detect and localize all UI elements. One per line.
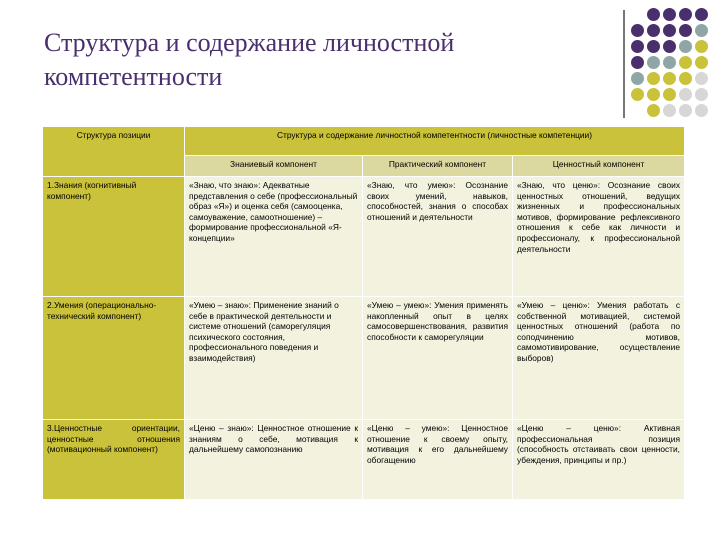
decorative-dot [695, 104, 708, 117]
subheader-practical: Практический компонент [363, 156, 513, 177]
table-cell: «Ценю – умею»: Ценностное отношение к своему опыту, мотивация к его дальнейшему обогащению [363, 420, 513, 500]
decorative-dot [679, 40, 692, 53]
decorative-dot [695, 88, 708, 101]
decorative-dot [631, 40, 644, 53]
decorative-dot [663, 24, 676, 37]
competence-table [42, 126, 685, 500]
table-cell: «Ценю – ценю»: Активная профессиональная позиция (способность отстаивать свои ценности, убеждения, принципы и пр.) [513, 420, 685, 500]
table-cell: «Умею – знаю»: Применение знаний о себе в практической деятельности и системе отношений (саморегуляция психического состояния, профессионального поведения и взаимодействия) [185, 297, 363, 420]
table-row [43, 177, 685, 297]
decorative-dot [663, 88, 676, 101]
header-structure-content: Структура и содержание личностной компетентности (личностные компетенции) [185, 127, 685, 156]
table-header-row [43, 127, 685, 156]
decorative-dot [647, 88, 660, 101]
decorative-dot [695, 24, 708, 37]
decorative-dot [695, 56, 708, 69]
decorative-dot [647, 40, 660, 53]
decorative-dot [695, 72, 708, 85]
decorative-dot [631, 56, 644, 69]
page-title: Структура и содержание личностной компетентности [44, 28, 455, 91]
table-cell: «Ценю – знаю»: Ценностное отношение к знаниям о себе, мотивация к дальнейшему самопознанию [185, 420, 363, 500]
decorative-dot [679, 24, 692, 37]
decorative-dot-grid [631, 8, 715, 120]
decorative-dot [663, 8, 676, 21]
row-label: 2.Умения (операционально-технический компонент) [43, 297, 185, 420]
table-cell: «Знаю, что знаю»: Адекватные представления о себе (профессиональный образ «Я») и оценка себя (самооценка, самоуважение, самоотношение) – формирование профессиональной «Я-концепции» [185, 177, 363, 297]
decorative-dot [647, 24, 660, 37]
decorative-dot [647, 104, 660, 117]
decorative-dot [631, 24, 644, 37]
decorative-dot [663, 104, 676, 117]
decorative-dot [663, 56, 676, 69]
decorative-dot [631, 88, 644, 101]
decorative-dot [695, 8, 708, 21]
decorative-divider [623, 10, 625, 118]
table-row [43, 297, 685, 420]
table-cell: «Знаю, что ценю»: Осознание своих ценностных отношений, ведущих жизненных и профессиональных мотивов, формирование рефлексивного отношения к себе как личности и профессионалу, к профессиональной деятельности [513, 177, 685, 297]
decorative-dot [679, 8, 692, 21]
header-structure-position: Структура позиции [43, 127, 185, 177]
decorative-dot [679, 104, 692, 117]
decorative-dot [631, 72, 644, 85]
decorative-dot [647, 56, 660, 69]
decorative-dot [695, 40, 708, 53]
row-label: 3.Ценностные ориентации, ценностные отношения (мотивационный компонент) [43, 420, 185, 500]
table-cell: «Умею – умею»: Умения применять накопленный опыт в целях самосовершенствования, развития способности к саморегуляции [363, 297, 513, 420]
decorative-dot [663, 72, 676, 85]
row-label: 1.Знания (когнитивный компонент) [43, 177, 185, 297]
table-row [43, 420, 685, 500]
table-cell: «Умею – ценю»: Умения работать с собственной мотивацией, системой ценностных отношений (работа по соподчинению мотивов, самомотивирование, осуществление выборов) [513, 297, 685, 420]
decorative-dot [647, 72, 660, 85]
subheader-knowledge: Знаниевый компонент [185, 156, 363, 177]
decorative-dot [679, 56, 692, 69]
decorative-dot [647, 8, 660, 21]
subheader-value: Ценностный компонент [513, 156, 685, 177]
decorative-dot [679, 88, 692, 101]
decorative-dot [663, 40, 676, 53]
table-cell: «Знаю, что умею»: Осознание своих умений, навыков, способностей, знания о способах отношений и деятельности [363, 177, 513, 297]
decorative-dot [679, 72, 692, 85]
